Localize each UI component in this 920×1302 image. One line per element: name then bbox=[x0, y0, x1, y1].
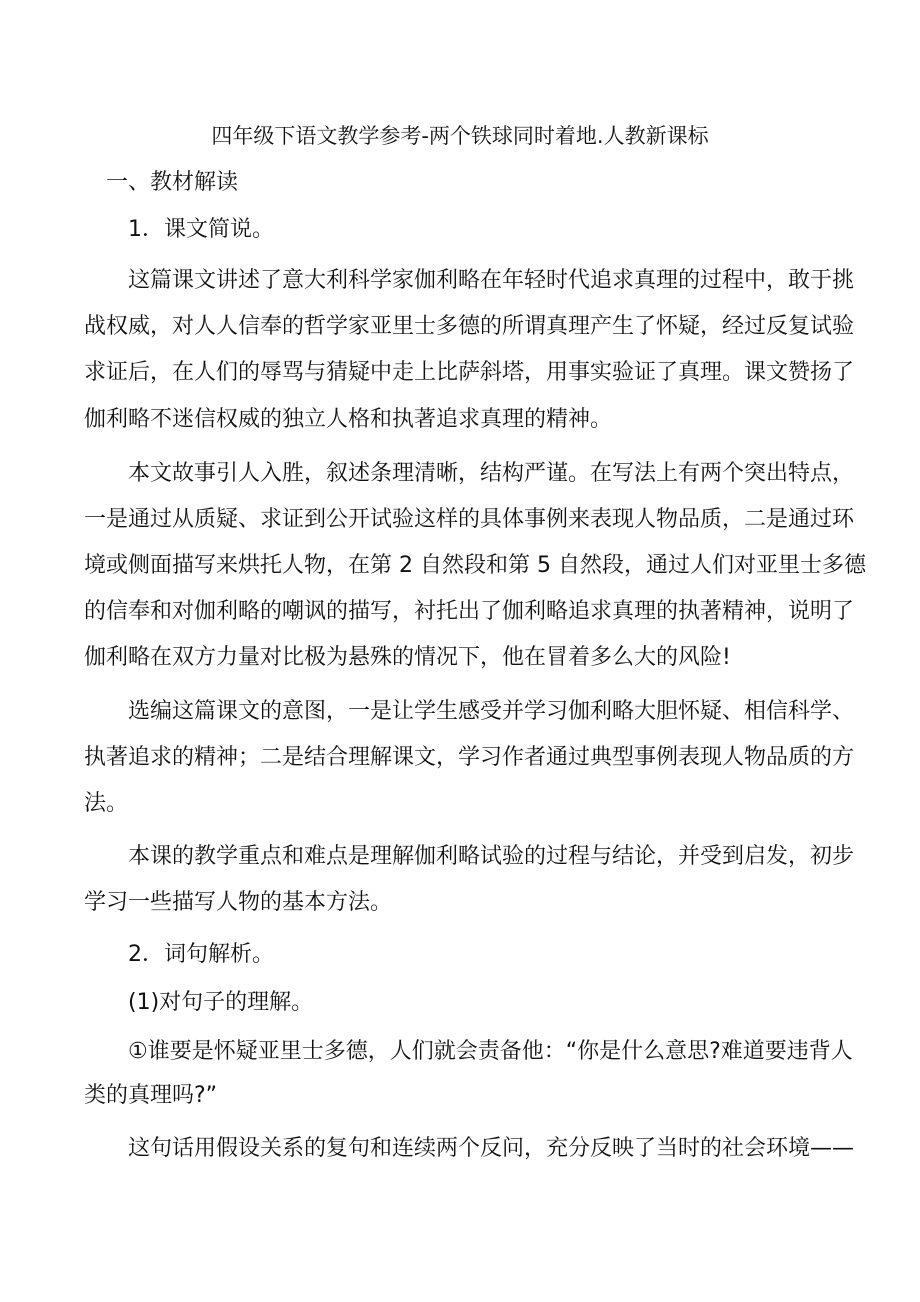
subsection-heading: 2．词句解析。 bbox=[128, 942, 274, 967]
paragraph-line: 执著追求的精神；二是结合理解课文，学习作者通过典型事例表现人物品质的方 bbox=[84, 745, 855, 770]
paragraph-line: 一是通过从质疑、求证到公开试验这样的具体事例来表现人物品质，二是通过环 bbox=[84, 507, 855, 532]
paragraph-line: 本课的教学重点和难点是理解伽利略试验的过程与结论，并受到启发，初步 bbox=[128, 844, 855, 869]
paragraph-line: 这句话用假设关系的复句和连续两个反问，充分反映了当时的社会环境—— bbox=[128, 1136, 855, 1161]
paragraph-line: 境或侧面描写来烘托人物，在第 2 自然段和第 5 自然段，通过人们对亚里士多德 bbox=[84, 553, 866, 578]
paragraph-line: 求证后，在人们的辱骂与猜疑中走上比萨斜塔，用事实验证了真理。课文赞扬了 bbox=[84, 360, 855, 385]
quote-line: 类的真理吗?” bbox=[84, 1083, 218, 1108]
document-title: 四年级下语文教学参考-两个铁球同时着地.人教新课标 bbox=[211, 124, 709, 148]
paragraph-line: 的信奉和对伽利略的嘲讽的描写，衬托出了伽利略追求真理的执著精神，说明了 bbox=[84, 599, 855, 624]
paragraph-line: 学习一些描写人物的基本方法。 bbox=[84, 890, 393, 915]
subsection-heading: 1．课文简说。 bbox=[128, 217, 274, 242]
subsection-heading: (1)对句子的理解。 bbox=[128, 990, 314, 1015]
paragraph-line: 选编这篇课文的意图，一是让学生感受并学习伽利略大胆怀疑、相信科学、 bbox=[128, 699, 855, 724]
paragraph-line: 伽利略不迷信权威的独立人格和执著追求真理的精神。 bbox=[84, 407, 613, 432]
section-heading: 一、教材解读 bbox=[106, 170, 239, 195]
paragraph-line: 法。 bbox=[84, 791, 129, 816]
paragraph-line: 伽利略在双方力量对比极为悬殊的情况下，他在冒着多么大的风险! bbox=[84, 645, 731, 670]
paragraph-line: 这篇课文讲述了意大利科学家伽利略在年轻时代追求真理的过程中，敢于挑 bbox=[128, 268, 855, 293]
quote-line: ①谁要是怀疑亚里士多德，人们就会责备他：“你是什么意思?难道要违背人 bbox=[128, 1039, 853, 1064]
paragraph-line: 战权威，对人人信奉的哲学家亚里士多德的所谓真理产生了怀疑，经过反复试验 bbox=[84, 314, 855, 339]
paragraph-line: 本文故事引人入胜，叙述条理清晰，结构严谨。在写法上有两个突出特点， bbox=[128, 461, 855, 486]
